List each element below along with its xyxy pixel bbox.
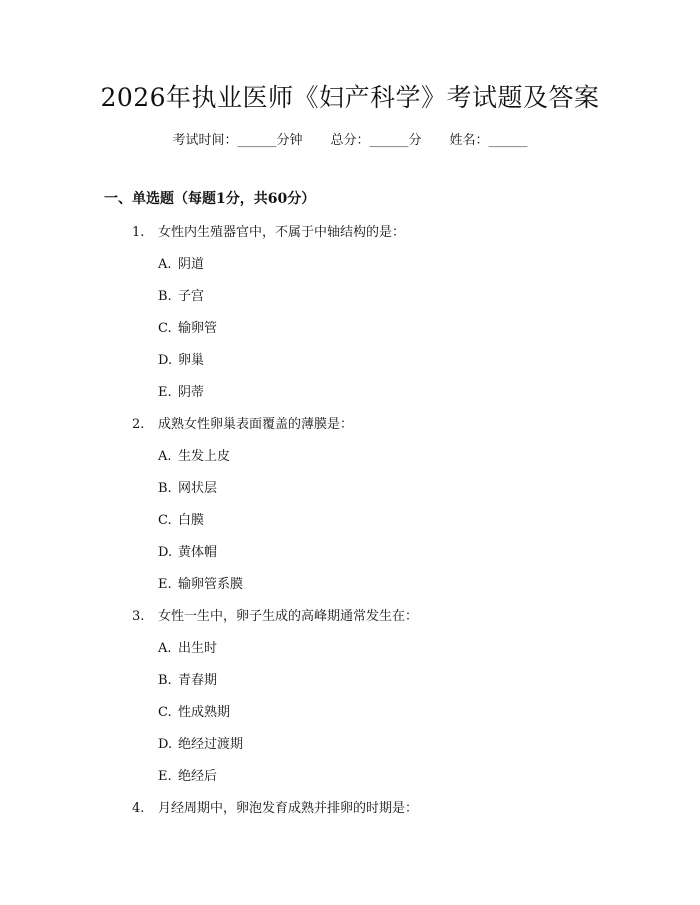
- question-number: 3.: [132, 609, 145, 624]
- option-item: [158, 670, 217, 692]
- option-text: 绝经过渡期: [178, 737, 244, 752]
- option-letter: E.: [158, 577, 172, 592]
- section-heading: 一、单选题（每题1分，共60分）: [104, 191, 316, 207]
- option-item: [158, 318, 217, 340]
- option-item: [158, 638, 217, 660]
- option-text: 输卵管系膜: [178, 577, 244, 592]
- question-4: [132, 798, 418, 820]
- option-letter: B.: [158, 481, 172, 496]
- option-text: 青春期: [178, 673, 218, 688]
- option-item: [158, 478, 217, 500]
- option-item: [158, 286, 204, 308]
- option-item: [158, 446, 230, 468]
- option-letter: A.: [158, 641, 172, 656]
- option-letter: A.: [158, 257, 172, 272]
- option-letter: B.: [158, 289, 172, 304]
- option-text: 阴蒂: [178, 385, 205, 400]
- option-text: 生发上皮: [178, 449, 231, 464]
- option-text: 阴道: [178, 257, 205, 272]
- option-text: 绝经后: [178, 769, 218, 784]
- option-letter: C.: [158, 513, 172, 528]
- exam-meta-line: [0, 130, 700, 152]
- option-letter: C.: [158, 321, 172, 336]
- total-score-field: 总分：______分: [330, 133, 422, 148]
- option-item: [158, 574, 243, 596]
- question-3: [132, 606, 418, 628]
- option-letter: A.: [158, 449, 172, 464]
- option-text: 出生时: [178, 641, 218, 656]
- option-text: 网状层: [178, 481, 218, 496]
- option-item: [158, 350, 204, 372]
- option-item: [158, 382, 204, 404]
- option-text: 性成熟期: [178, 705, 231, 720]
- option-text: 输卵管: [178, 321, 218, 336]
- option-text: 黄体帽: [178, 545, 218, 560]
- question-text: 女性一生中，卵子生成的高峰期通常发生在：: [158, 609, 419, 624]
- option-text: 白膜: [178, 513, 205, 528]
- option-letter: C.: [158, 705, 172, 720]
- option-letter: D.: [158, 545, 173, 560]
- question-number: 2.: [132, 417, 145, 432]
- student-name-field: 姓名：______: [449, 133, 528, 148]
- question-1: [132, 222, 405, 244]
- page-title: 2026年执业医师《妇产科学》考试题及答案: [100, 83, 600, 112]
- option-item: [158, 510, 204, 532]
- option-item: [158, 734, 243, 756]
- option-text: 子宫: [178, 289, 205, 304]
- question-text: 女性内生殖器官中，不属于中轴结构的是：: [158, 225, 406, 240]
- option-letter: B.: [158, 673, 172, 688]
- exam-time-field: 考试时间：______分钟: [172, 133, 303, 148]
- option-letter: E.: [158, 769, 172, 784]
- option-item: [158, 542, 217, 564]
- option-item: [158, 254, 204, 276]
- question-text: 月经周期中，卵泡发育成熟并排卵的时期是：: [158, 801, 419, 816]
- option-text: 卵巢: [178, 353, 205, 368]
- question-number: 4.: [132, 801, 145, 816]
- option-item: [158, 766, 217, 788]
- option-letter: E.: [158, 385, 172, 400]
- option-letter: D.: [158, 737, 173, 752]
- option-letter: D.: [158, 353, 173, 368]
- question-text: 成熟女性卵巢表面覆盖的薄膜是：: [158, 417, 354, 432]
- question-number: 1.: [132, 225, 145, 240]
- question-2: [132, 414, 353, 436]
- option-item: [158, 702, 230, 724]
